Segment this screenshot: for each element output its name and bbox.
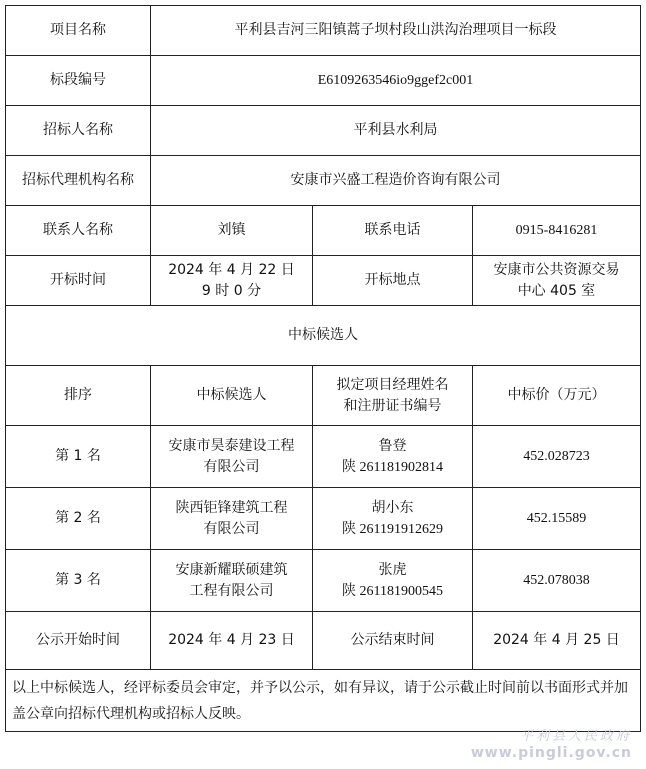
candidate-company — [151, 488, 313, 550]
publicity-end-value: 2024 年 4 月 25 日 — [473, 612, 641, 670]
candidate-company-line1: 安康市昊泰建设工程 — [168, 437, 295, 454]
candidate-company-line2: 工程有限公司 — [189, 582, 274, 599]
header-price: 中标价（万元） — [473, 366, 641, 426]
section-code-label: 标段编号 — [6, 56, 151, 106]
candidate-company-line1: 陕西钜锋建筑工程 — [175, 499, 288, 516]
row-opening — [6, 256, 641, 306]
contact-label: 联系人名称 — [6, 206, 151, 256]
publicity-start-label: 公示开始时间 — [6, 612, 151, 670]
watermark-site-name: 平利县人民政府 — [519, 729, 632, 744]
bid-result-table — [5, 5, 641, 732]
candidate-company-line2: 有限公司 — [203, 520, 260, 537]
header-candidate: 中标候选人 — [151, 366, 313, 426]
project-name-value: 平利县吉河三阳镇蒿子坝村段山洪沟治理项目一标段 — [151, 6, 641, 56]
candidates-title: 中标候选人 — [6, 306, 641, 366]
opening-place-value — [473, 256, 641, 306]
tenderer-label: 招标人名称 — [6, 106, 151, 156]
row-section-code — [6, 56, 641, 106]
row-candidates-header — [6, 366, 641, 426]
contact-value: 刘镇 — [151, 206, 313, 256]
row-agency — [6, 156, 641, 206]
candidate-company-line2: 有限公司 — [203, 458, 260, 475]
agency-label: 招标代理机构名称 — [6, 156, 151, 206]
candidate-company — [151, 426, 313, 488]
publicity-start-value: 2024 年 4 月 23 日 — [151, 612, 313, 670]
candidate-rank: 第 1 名 — [6, 426, 151, 488]
candidate-row — [6, 550, 641, 612]
row-contact — [6, 206, 641, 256]
opening-date: 2024 年 4 月 22 日 — [168, 261, 295, 278]
opening-time-value — [151, 256, 313, 306]
phone-value: 0915-8416281 — [473, 206, 641, 256]
row-publicity — [6, 612, 641, 670]
candidate-manager-cert: 陕 261181902814 — [342, 459, 443, 475]
row-note — [6, 670, 641, 732]
header-manager-line2: 和注册证书编号 — [343, 397, 442, 414]
project-name-label: 项目名称 — [6, 6, 151, 56]
candidate-price: 452.078038 — [473, 550, 641, 612]
row-project-name — [6, 6, 641, 56]
opening-time-label: 开标时间 — [6, 256, 151, 306]
publicity-end-label: 公示结束时间 — [313, 612, 473, 670]
candidate-row — [6, 426, 641, 488]
watermark-url: www.pingli.gov.cn — [470, 745, 632, 761]
section-code-value: E6109263546io9ggef2c001 — [151, 56, 641, 106]
candidate-manager-cert: 陕 261181900545 — [342, 583, 443, 599]
row-candidates-title — [6, 306, 641, 366]
candidate-manager — [313, 550, 473, 612]
opening-place-line2: 中心 405 室 — [517, 282, 596, 299]
phone-label: 联系电话 — [313, 206, 473, 256]
candidate-manager-name: 胡小东 — [371, 499, 414, 516]
header-manager — [313, 366, 473, 426]
candidate-manager-name: 张虎 — [378, 561, 407, 578]
site-watermark — [471, 729, 632, 761]
header-manager-line1: 拟定项目经理姓名 — [336, 376, 449, 393]
candidate-rank: 第 3 名 — [6, 550, 151, 612]
header-rank: 排序 — [6, 366, 151, 426]
opening-place-line1: 安康市公共资源交易 — [493, 261, 620, 278]
candidate-company — [151, 550, 313, 612]
candidate-row — [6, 488, 641, 550]
candidate-manager — [313, 426, 473, 488]
notice-note: 以上中标候选人，经评标委员会审定，并予以公示，如有异议，请于公示截止时间前以书面形式并加盖公章向招标代理机构或招标人反映。 — [6, 670, 641, 732]
candidate-manager-name: 鲁登 — [378, 437, 407, 454]
tenderer-value: 平利县水利局 — [151, 106, 641, 156]
row-tenderer — [6, 106, 641, 156]
agency-value: 安康市兴盛工程造价咨询有限公司 — [151, 156, 641, 206]
candidate-company-line1: 安康新耀联硕建筑 — [175, 561, 288, 578]
candidate-price: 452.15589 — [473, 488, 641, 550]
candidate-manager-cert: 陕 261191912629 — [342, 521, 443, 537]
candidate-rank: 第 2 名 — [6, 488, 151, 550]
candidate-manager — [313, 488, 473, 550]
opening-hour: 9 时 0 分 — [201, 282, 262, 299]
candidate-price: 452.028723 — [473, 426, 641, 488]
opening-place-label: 开标地点 — [313, 256, 473, 306]
